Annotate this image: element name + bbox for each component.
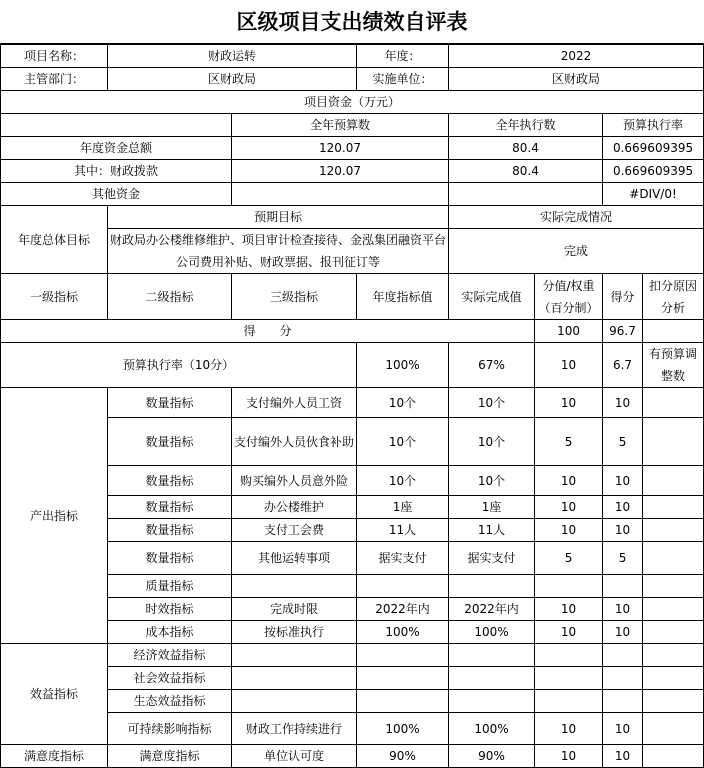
benefit-weight: 10 — [535, 713, 603, 745]
benefit-l3 — [232, 667, 357, 690]
output-target: 1座 — [357, 496, 449, 519]
output-actual: 100% — [449, 621, 535, 644]
output-target: 100% — [357, 621, 449, 644]
output-actual — [449, 575, 535, 598]
funds-total-exec: 80.4 — [449, 137, 603, 160]
output-weight — [535, 575, 603, 598]
budget-rate-weight: 10 — [535, 343, 603, 388]
output-actual: 10个 — [449, 388, 535, 418]
goal-expected-text: 财政局办公楼维修维护、项目审计检查接待、金泓集团融资平台公司费用补贴、财政票据、报刊征订等 — [108, 229, 449, 274]
satisfaction-reason — [643, 745, 704, 768]
funds-other-label: 其他资金 — [1, 183, 232, 206]
output-l2: 数量指标 — [108, 519, 232, 542]
header-score: 得分 — [603, 274, 643, 320]
output-actual: 据实支付 — [449, 542, 535, 575]
benefit-target — [357, 690, 449, 713]
output-reason — [643, 388, 704, 418]
output-l2: 数量指标 — [108, 388, 232, 418]
goal-expected-header: 预期目标 — [108, 206, 449, 229]
output-score: 10 — [603, 466, 643, 496]
output-weight: 5 — [535, 542, 603, 575]
output-weight: 10 — [535, 621, 603, 644]
budget-rate-reason: 有预算调整数 — [643, 343, 704, 388]
funds-header-blank — [1, 114, 232, 137]
funds-col-budget: 全年预算数 — [232, 114, 449, 137]
funds-fiscal-exec: 80.4 — [449, 160, 603, 183]
output-target: 10个 — [357, 466, 449, 496]
benefit-weight — [535, 644, 603, 667]
year-label: 年度： — [357, 45, 449, 68]
header-reason: 扣分原因分析 — [643, 274, 704, 320]
benefit-reason — [643, 690, 704, 713]
benefit-weight — [535, 667, 603, 690]
funds-fiscal-rate: 0.669609395 — [603, 160, 704, 183]
output-label: 产出指标 — [1, 388, 108, 644]
benefit-actual: 100% — [449, 713, 535, 745]
output-reason — [643, 575, 704, 598]
budget-rate-score: 6.7 — [603, 343, 643, 388]
funds-col-exec: 全年执行数 — [449, 114, 603, 137]
satisfaction-score: 10 — [603, 745, 643, 768]
benefit-l3 — [232, 690, 357, 713]
benefit-weight — [535, 690, 603, 713]
output-target: 10个 — [357, 418, 449, 466]
output-target — [357, 575, 449, 598]
benefit-actual — [449, 667, 535, 690]
output-l2: 时效指标 — [108, 598, 232, 621]
benefit-score — [603, 690, 643, 713]
output-l3: 支付编外人员伙食补助 — [232, 418, 357, 466]
header-weight: 分值/权重（百分制） — [535, 274, 603, 320]
output-l3: 其他运转事项 — [232, 542, 357, 575]
header-level2: 二级指标 — [108, 274, 232, 320]
output-actual: 2022年内 — [449, 598, 535, 621]
output-weight: 10 — [535, 519, 603, 542]
output-l2: 数量指标 — [108, 496, 232, 519]
satisfaction-actual: 90% — [449, 745, 535, 768]
output-score: 10 — [603, 496, 643, 519]
funds-total-label: 年度资金总额 — [1, 137, 232, 160]
funds-total-rate: 0.669609395 — [603, 137, 704, 160]
output-l2: 质量指标 — [108, 575, 232, 598]
output-weight: 10 — [535, 496, 603, 519]
output-l2: 数量指标 — [108, 418, 232, 466]
output-l3: 完成时限 — [232, 598, 357, 621]
output-score: 10 — [603, 598, 643, 621]
self-evaluation-table — [0, 44, 704, 768]
benefit-score — [603, 667, 643, 690]
output-l3: 支付工会费 — [232, 519, 357, 542]
goal-actual-text: 完成 — [449, 229, 704, 274]
satisfaction-label: 满意度指标 — [1, 745, 108, 768]
output-score: 10 — [603, 519, 643, 542]
output-target: 2022年内 — [357, 598, 449, 621]
output-reason — [643, 466, 704, 496]
score-label: 得 分 — [1, 320, 535, 343]
output-l3: 办公楼维护 — [232, 496, 357, 519]
satisfaction-l3: 单位认可度 — [232, 745, 357, 768]
benefit-l2: 经济效益指标 — [108, 644, 232, 667]
benefit-l2: 生态效益指标 — [108, 690, 232, 713]
benefit-target — [357, 667, 449, 690]
benefit-score — [603, 644, 643, 667]
output-score: 10 — [603, 621, 643, 644]
funds-col-rate: 预算执行率 — [603, 114, 704, 137]
output-reason — [643, 519, 704, 542]
output-target: 11人 — [357, 519, 449, 542]
budget-rate-target: 100% — [357, 343, 449, 388]
benefit-target — [357, 644, 449, 667]
budget-rate-actual: 67% — [449, 343, 535, 388]
score-reason — [643, 320, 704, 343]
impl-label: 实施单位： — [357, 68, 449, 91]
output-score: 10 — [603, 388, 643, 418]
output-l2: 成本指标 — [108, 621, 232, 644]
output-score: 5 — [603, 418, 643, 466]
header-target: 年度指标值 — [357, 274, 449, 320]
output-weight: 10 — [535, 598, 603, 621]
funds-other-budget — [232, 183, 449, 206]
benefit-l2: 社会效益指标 — [108, 667, 232, 690]
satisfaction-l2: 满意度指标 — [108, 745, 232, 768]
output-reason — [643, 542, 704, 575]
benefit-score: 10 — [603, 713, 643, 745]
benefit-actual — [449, 690, 535, 713]
benefit-actual — [449, 644, 535, 667]
output-weight: 10 — [535, 388, 603, 418]
benefit-reason — [643, 713, 704, 745]
output-actual: 10个 — [449, 466, 535, 496]
output-l2: 数量指标 — [108, 466, 232, 496]
funds-total-budget: 120.07 — [232, 137, 449, 160]
funds-fiscal-budget: 120.07 — [232, 160, 449, 183]
output-score: 5 — [603, 542, 643, 575]
output-reason — [643, 496, 704, 519]
output-reason — [643, 621, 704, 644]
output-target: 10个 — [357, 388, 449, 418]
impl-value: 区财政局 — [449, 68, 704, 91]
score-weight: 100 — [535, 320, 603, 343]
header-level3: 三级指标 — [232, 274, 357, 320]
funds-section-label: 项目资金（万元） — [1, 91, 704, 114]
project-name-value: 财政运转 — [108, 45, 357, 68]
project-name-label: 项目名称： — [1, 45, 108, 68]
output-l3 — [232, 575, 357, 598]
funds-other-rate: #DIV/0! — [603, 183, 704, 206]
header-actual: 实际完成值 — [449, 274, 535, 320]
output-l3: 购买编外人员意外险 — [232, 466, 357, 496]
dept-label: 主管部门： — [1, 68, 108, 91]
page-title: 区级项目支出绩效自评表 — [0, 0, 704, 44]
benefit-l3: 财政工作持续进行 — [232, 713, 357, 745]
output-reason — [643, 598, 704, 621]
funds-fiscal-label: 其中：财政拨款 — [1, 160, 232, 183]
year-value: 2022 — [449, 45, 704, 68]
budget-rate-label: 预算执行率（10分） — [1, 343, 357, 388]
benefit-l3 — [232, 644, 357, 667]
header-level1: 一级指标 — [1, 274, 108, 320]
benefit-label: 效益指标 — [1, 644, 108, 745]
satisfaction-weight: 10 — [535, 745, 603, 768]
output-actual: 10个 — [449, 418, 535, 466]
output-l2: 数量指标 — [108, 542, 232, 575]
output-target: 据实支付 — [357, 542, 449, 575]
output-l3: 支付编外人员工资 — [232, 388, 357, 418]
benefit-l2: 可持续影响指标 — [108, 713, 232, 745]
output-actual: 11人 — [449, 519, 535, 542]
goal-actual-header: 实际完成情况 — [449, 206, 704, 229]
dept-value: 区财政局 — [108, 68, 357, 91]
output-weight: 5 — [535, 418, 603, 466]
benefit-reason — [643, 667, 704, 690]
output-weight: 10 — [535, 466, 603, 496]
output-actual: 1座 — [449, 496, 535, 519]
funds-other-exec — [449, 183, 603, 206]
output-l3: 按标准执行 — [232, 621, 357, 644]
goal-label: 年度总体目标 — [1, 206, 108, 274]
score-total: 96.7 — [603, 320, 643, 343]
satisfaction-target: 90% — [357, 745, 449, 768]
benefit-reason — [643, 644, 704, 667]
benefit-target: 100% — [357, 713, 449, 745]
output-score — [603, 575, 643, 598]
output-reason — [643, 418, 704, 466]
